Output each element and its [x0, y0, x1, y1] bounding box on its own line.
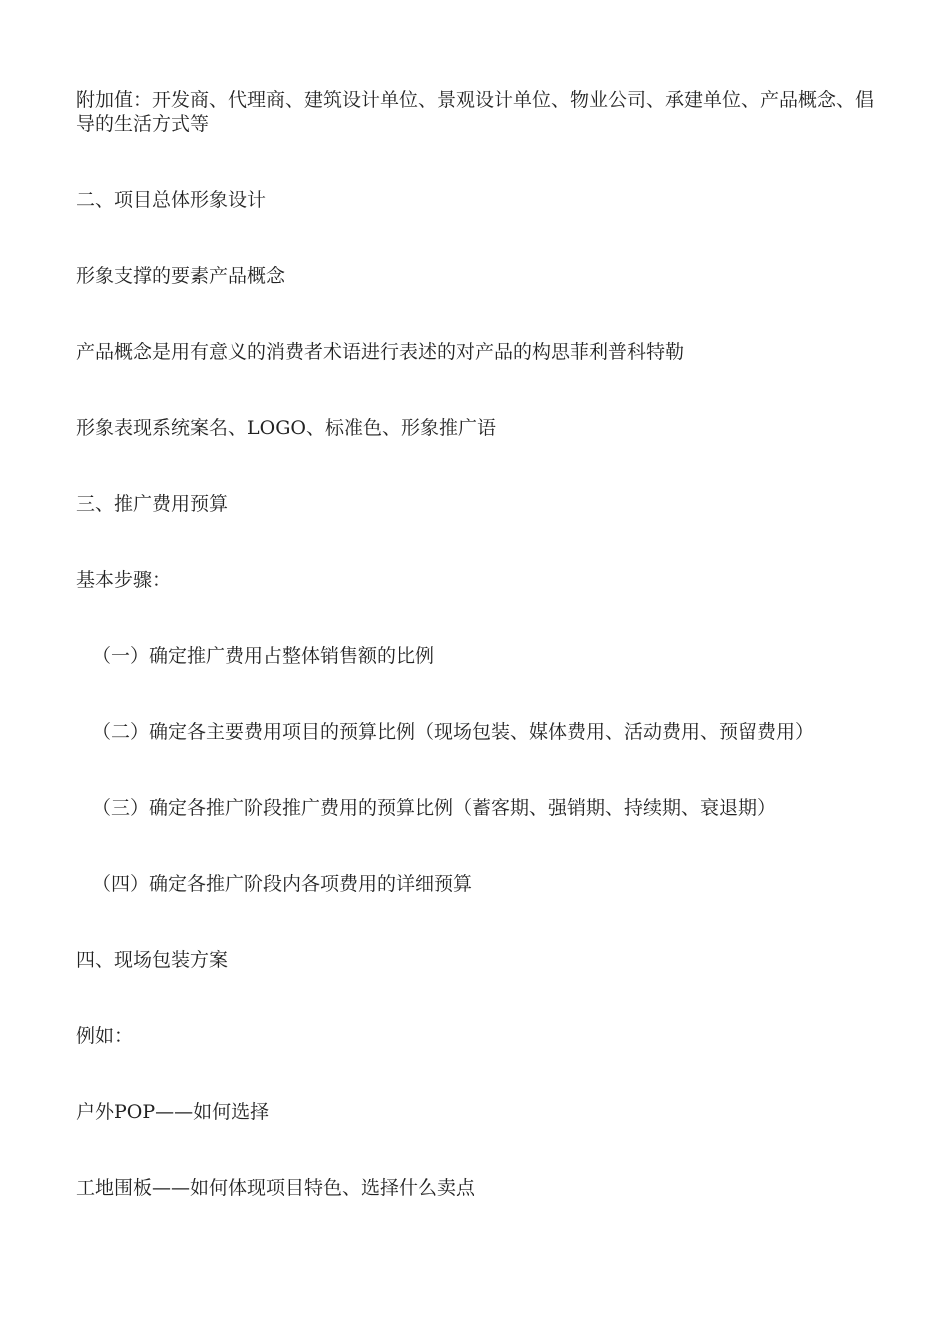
heading-section-2: 二、项目总体形象设计 — [76, 189, 267, 211]
paragraph-outdoor-pop: 户外POP——如何选择 — [76, 1101, 270, 1123]
paragraph-added-value: 附加值：开发商、代理商、建筑设计单位、景观设计单位、物业公司、承建单位、产品概念、倡导的生活方式等 — [76, 89, 875, 135]
list-item-step-3: （三）确定各推广阶段推广费用的预算比例（蓄客期、强销期、持续期、衰退期） — [92, 797, 777, 819]
paragraph-site-hoarding: 工地围板——如何体现项目特色、选择什么卖点 — [76, 1177, 476, 1199]
paragraph-basic-steps: 基本步骤： — [76, 569, 172, 591]
paragraph-image-system: 形象表现系统案名、LOGO、标准色、形象推广语 — [76, 417, 496, 439]
paragraph-product-concept: 产品概念是用有意义的消费者术语进行表述的对产品的构思菲利普科特勒 — [76, 341, 685, 363]
heading-section-3: 三、推广费用预算 — [76, 493, 229, 515]
paragraph-example: 例如： — [76, 1025, 134, 1047]
list-item-step-1: （一）确定推广费用占整体销售额的比例 — [92, 645, 435, 667]
heading-section-4: 四、现场包装方案 — [76, 949, 229, 971]
list-item-step-4: （四）确定各推广阶段内各项费用的详细预算 — [92, 873, 473, 895]
paragraph-image-support: 形象支撑的要素产品概念 — [76, 265, 286, 287]
list-item-step-2: （二）确定各主要费用项目的预算比例（现场包装、媒体费用、活动费用、预留费用） — [92, 721, 815, 743]
